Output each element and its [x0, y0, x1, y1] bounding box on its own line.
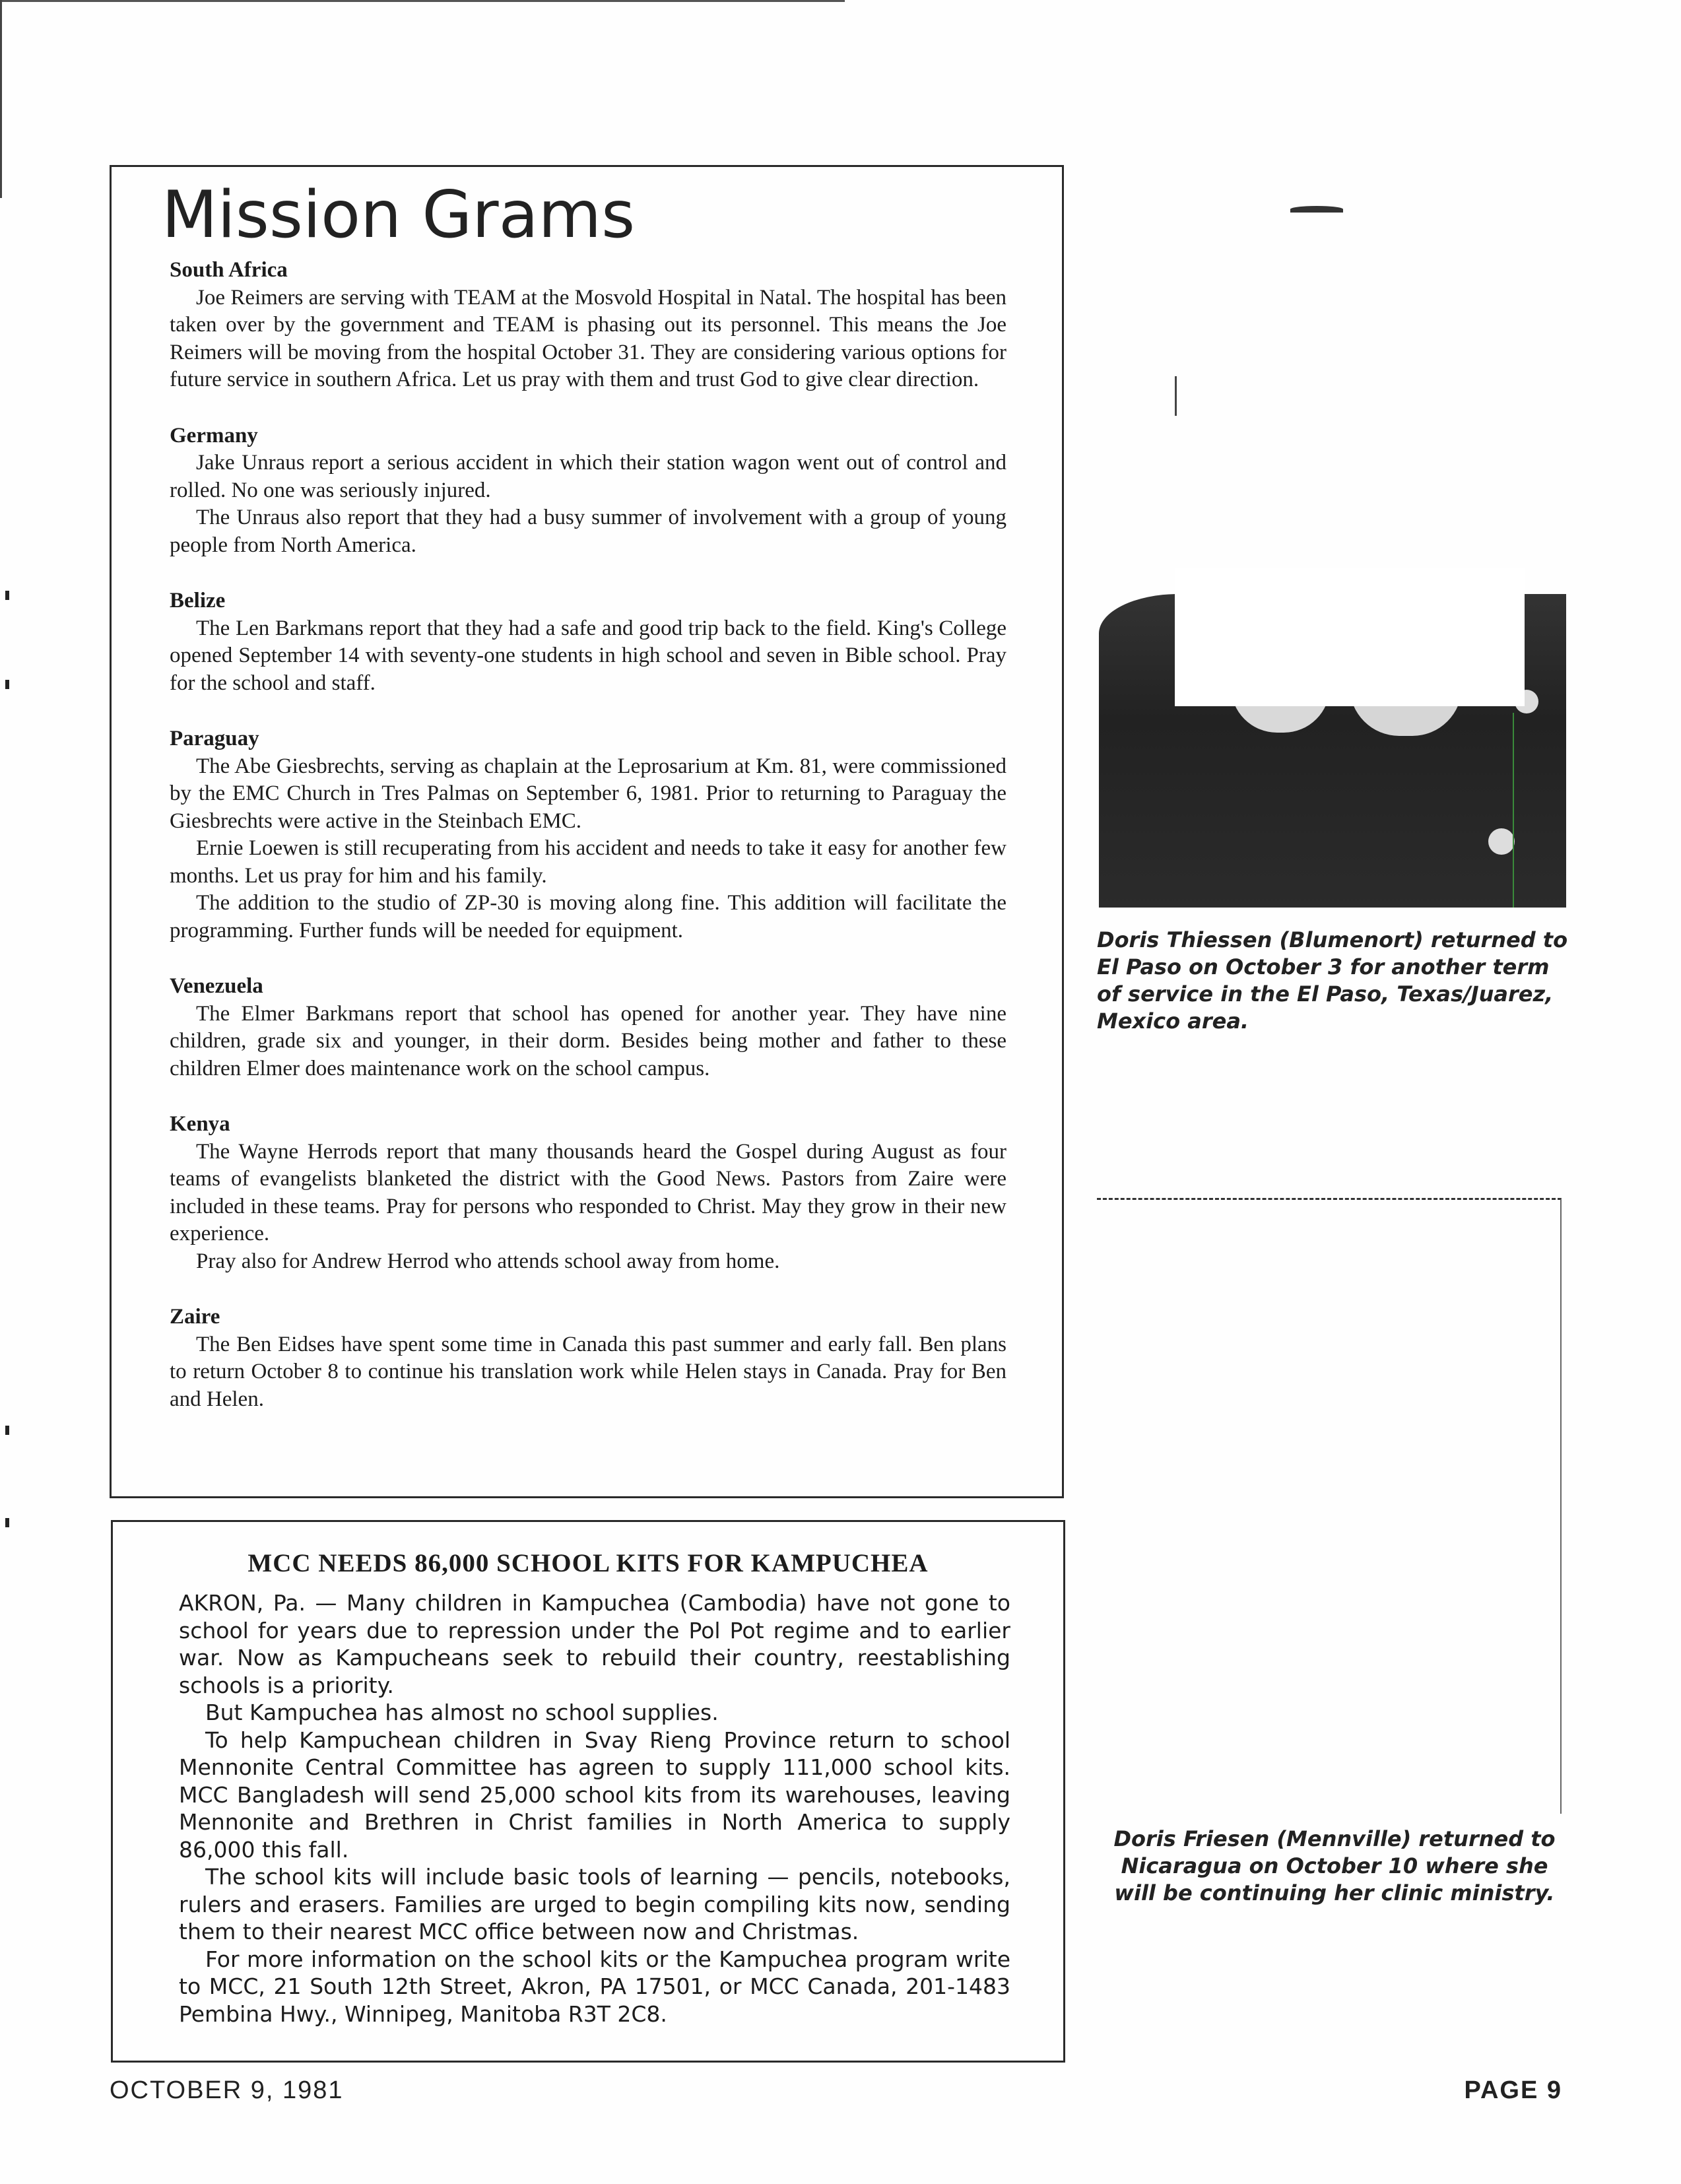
section-kenya	[170, 1111, 1006, 1275]
section-south-africa	[170, 257, 1006, 394]
section-paragraph: The Wayne Herrods report that many thousands heard the Gospel during August as four teams of evangelists blanketed the district with the Good News. Pastors from Zaire were included in these teams. Pray for persons who responded to Christ. May they grow in their new experience.	[170, 1139, 1006, 1245]
section-heading: Kenya	[170, 1112, 230, 1136]
mcc-paragraph: The school kits will include basic tools of learning — pencils, notebooks, rulers and erasers. Families are urged to begin compiling kits now, sending them to their nearest MCC office between now and Christmas.	[179, 1864, 1010, 1944]
section-heading: Venezuela	[170, 974, 263, 998]
section-heading: Paraguay	[170, 727, 259, 750]
section-heading: Belize	[170, 589, 226, 612]
section-paragraph: The Elmer Barkmans report that school has opened for another year. They have nine children, grade six and younger, in their dorm. Besides being mother and father to these children Elmer does maintenance work on the school campus.	[170, 1001, 1006, 1080]
margin-mark	[5, 591, 9, 600]
photo-button	[1488, 828, 1515, 855]
section-paragraph: Pray also for Andrew Herrod who attends school away from home.	[196, 1249, 780, 1273]
photo-doris-thiessen	[1099, 198, 1566, 908]
section-heading: South Africa	[170, 258, 288, 282]
photo-caption: Doris Friesen (Mennville) returned to Nicaragua on October 10 where she will be continuing her clinic ministry.	[1113, 1826, 1556, 1905]
mcc-paragraph: But Kampuchea has almost no school supplies.	[205, 1700, 719, 1725]
mission-grams-title: Mission Grams	[162, 178, 636, 253]
footer-page-number: PAGE 9	[1464, 2076, 1562, 2104]
mcc-headline: MCC NEEDS 86,000 SCHOOL KITS FOR KAMPUCHEA	[247, 1549, 929, 1577]
section-paragraph: The addition to the studio of ZP-30 is moving along fine. This addition will facilitate the programming. Further funds will be needed for equipment.	[170, 891, 1006, 943]
mcc-article-box	[111, 1520, 1065, 2063]
section-paragraph: Joe Reimers are serving with TEAM at the Mosvold Hospital in Natal. The hospital has been taken over by the government and TEAM is phasing out its personnel. This means the Joe Reimers will be moving from the hospital October 31. They are considering various options for future service in southern Africa. Let us pray with them and trust God to give clear direction.	[170, 285, 1006, 391]
scan-edge-left	[0, 0, 2, 198]
mission-grams-box	[110, 165, 1064, 1498]
footer-date: OCTOBER 9, 1981	[110, 2076, 344, 2104]
section-germany	[170, 422, 1006, 560]
mcc-paragraph: AKRON, Pa. — Many children in Kampuchea (Cambodia) have not gone to school for years due to repression under the Pol Pot regime and to earlier war. Now as Kampucheans seek to rebuild their country, reestablishing schools is a priority.	[179, 1590, 1010, 1698]
photo-blank-area	[1175, 568, 1525, 706]
section-paraguay	[170, 725, 1006, 944]
photo-detail	[1513, 713, 1514, 908]
section-heading: Germany	[170, 423, 258, 447]
mcc-paragraph: For more information on the school kits or the Kampuchea program write to MCC, 21 South 12th Street, Akron, PA 17501, or MCC Canada, 201-1483 Pembina Hwy., Winnipeg, Manitoba R3T 2C8.	[179, 1946, 1010, 2027]
mission-grams-sections	[170, 257, 1006, 1441]
section-paragraph: Jake Unraus report a serious accident in which their station wagon went out of control and rolled. No one was seriously injured.	[170, 451, 1006, 502]
photo-detail	[1175, 376, 1177, 416]
photo-detail	[1290, 206, 1343, 213]
margin-mark	[5, 1518, 9, 1527]
scan-edge-top	[0, 0, 845, 2]
photo-caption: Doris Thiessen (Blumenort) returned to El Paso on October 3 for another term of service in the El Paso, Texas/Juarez, Mexico area.	[1097, 927, 1568, 1034]
margin-mark	[5, 680, 9, 689]
section-venezuela	[170, 973, 1006, 1082]
section-paragraph: The Abe Giesbrechts, serving as chaplain at the Leprosarium at Km. 81, were commissioned by the EMC Church in Tres Palmas on September 6, 1981. Prior to returning to Paraguay the Giesbrechts were active in the Steinbach EMC.	[170, 754, 1006, 833]
mcc-paragraph: To help Kampuchean children in Svay Rieng Province return to school Mennonite Central Committee has agreen to supply 111,000 school kits. MCC Bangladesh will send 25,000 school kits from its warehouses, leaving Mennonite and Brethren in Christ families in North America to supply 86,000 this fall.	[179, 1727, 1010, 1863]
section-belize	[170, 587, 1006, 697]
photo-doris-friesen	[1097, 1198, 1562, 1814]
section-paragraph: The Unraus also report that they had a busy summer of involvement with a group of young people from North America.	[170, 506, 1006, 557]
section-heading: Zaire	[170, 1305, 220, 1329]
margin-mark	[5, 1426, 9, 1435]
mcc-body	[179, 1589, 1010, 2028]
section-paragraph: The Ben Eidses have spent some time in Canada this past summer and early fall. Ben plans to return October 8 to continue his translation work while Helen stays in Canada. Pray for Ben and Helen.	[170, 1332, 1006, 1411]
section-paragraph: Ernie Loewen is still recuperating from his accident and needs to take it easy for another few months. Let us pray for him and his family.	[170, 836, 1006, 888]
section-zaire	[170, 1304, 1006, 1413]
section-paragraph: The Len Barkmans report that they had a safe and good trip back to the field. King's College opened September 14 with seventy-one students in high school and seven in Bible school. Pray for the school and staff.	[170, 616, 1006, 695]
